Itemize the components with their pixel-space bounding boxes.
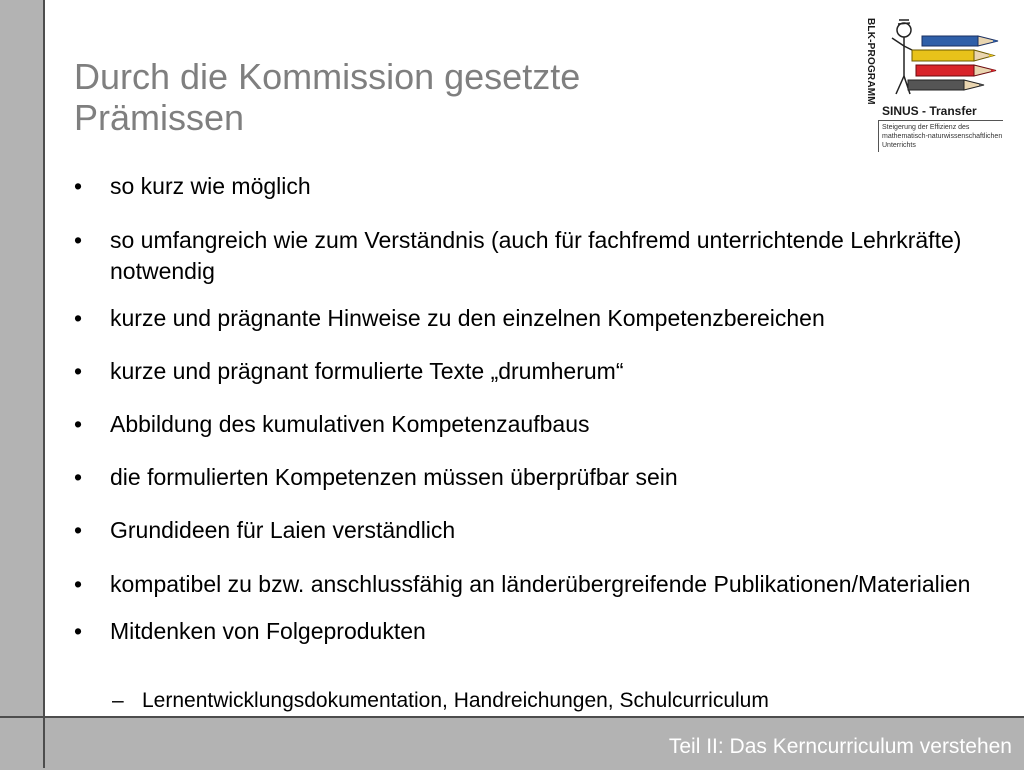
bullet-item: • kompatibel zu bzw. anschlussfähig an länderübergreifende Publikationen/Materialien [74,569,1009,600]
slide-title-line-1: Durch die Kommission gesetzte [74,56,581,97]
footer-divider [43,716,45,768]
bullet-item: • so kurz wie möglich [74,172,1009,201]
pencils-figure-icon [880,14,1010,106]
red-pencil-icon [916,65,996,76]
logo-divider-vertical [878,120,879,152]
bullet-item: • die formulierten Kompetenzen müssen überprüfbar sein [74,463,1009,492]
logo-side-text: BLK-PROGRAMM [865,18,876,105]
logo-program-name: SINUS - Transfer [882,104,977,118]
slide-title [74,56,580,138]
footer-text: Teil II: Das Kerncurriculum verstehen [668,735,1012,758]
bullet-list [74,172,1009,653]
grey-pencil-icon [908,80,984,90]
sub-bullet-item [112,688,769,714]
bullet-item: • Mitdenken von Folgeprodukten [74,617,1009,646]
slide-title-line-2: Prämissen [74,97,245,138]
bullet-item: • Grundideen für Laien verständlich [74,516,1009,545]
blue-pencil-icon [922,36,998,46]
left-sidebar-bar [0,0,45,768]
sub-bullet-dash: – [112,689,124,712]
yellow-pencil-icon [912,50,994,61]
sub-bullet-text: Lernentwicklungsdokumentation, Handreichungen, Schulcurriculum [142,689,769,712]
bullet-item: • kurze und prägnant formulierte Texte „drumherum“ [74,357,1009,386]
bullet-item: • kurze und prägnante Hinweise zu den einzelnen Kompetenzbereichen [74,304,1009,333]
logo-subtitle: Steigerung der Effizienz des mathematisch-naturwissenschaftlichen Unterrichts [882,124,1003,149]
sinus-transfer-logo [858,14,1008,154]
bullet-item: • so umfangreich wie zum Verständnis (auch für fachfremd unterrichtende Lehrkräfte) notwendig [74,225,1009,287]
bullet-item: • Abbildung des kumulativen Kompetenzaufbaus [74,410,1009,439]
logo-divider [878,120,1003,121]
